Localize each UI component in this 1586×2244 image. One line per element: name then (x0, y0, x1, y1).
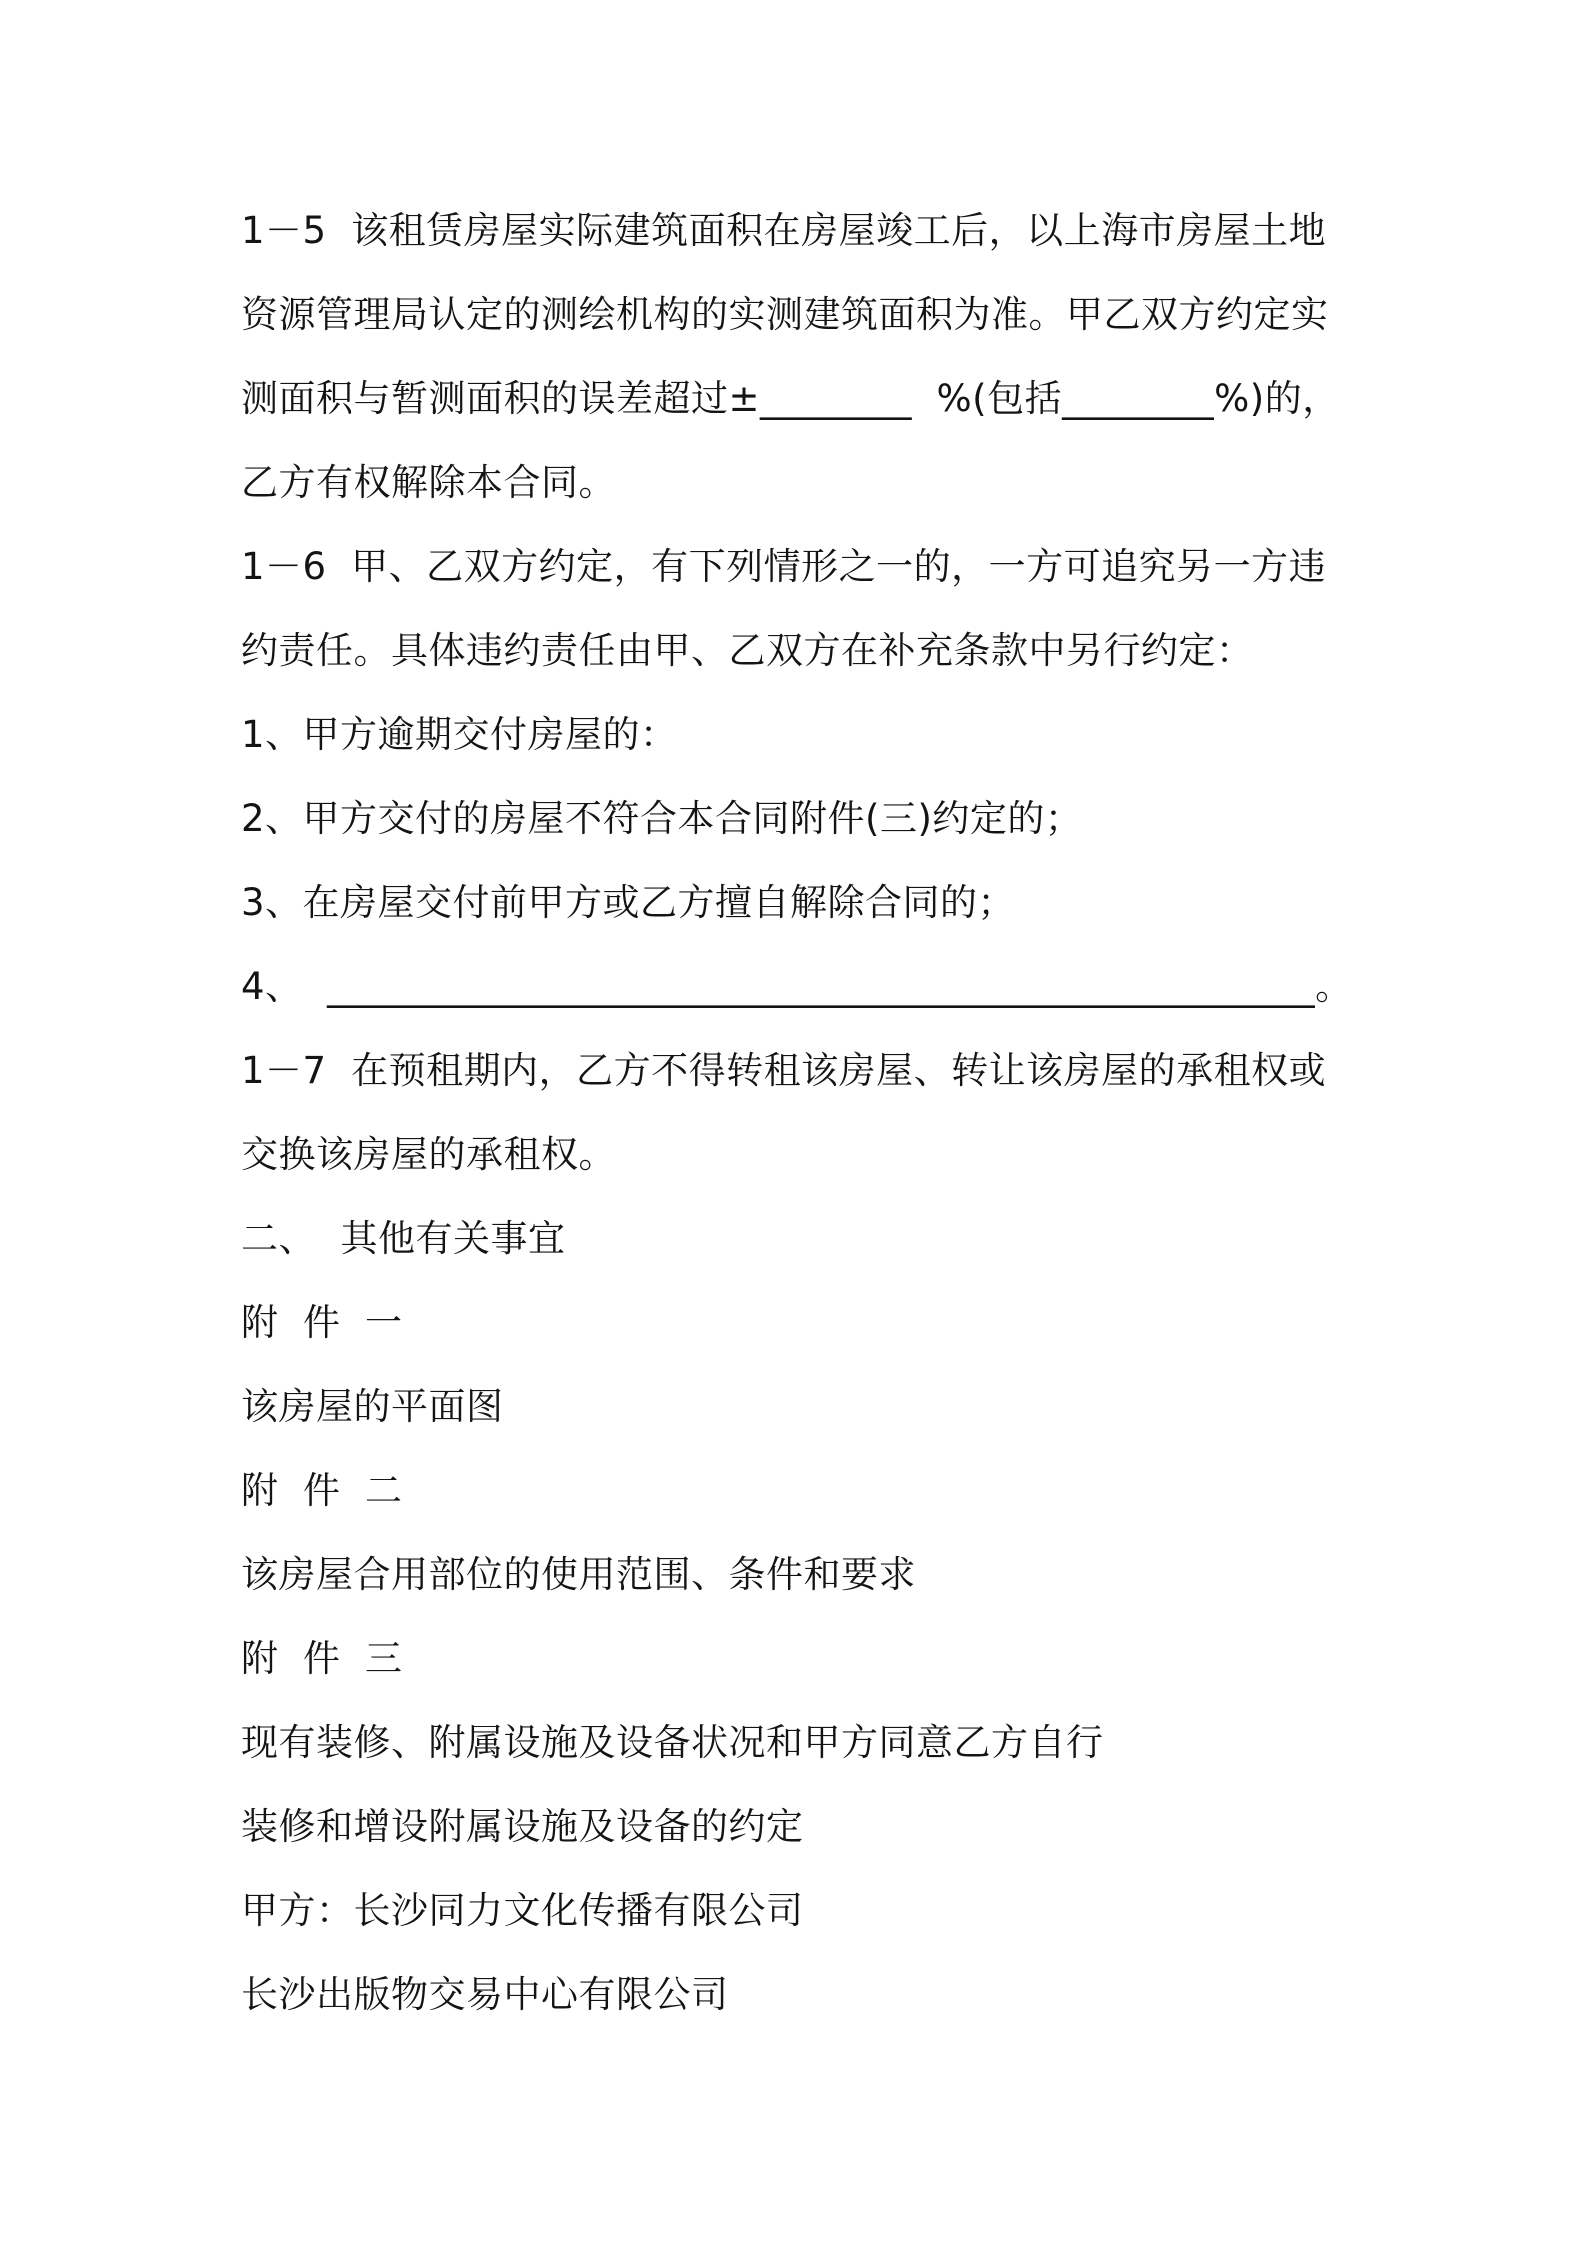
clause-1-6: 1－6 甲、乙双方约定，有下列情形之一的，一方可追究另一方违约责任。具体违约责任由甲、乙双方在补充条款中另行约定： (241, 545, 1327, 672)
annex-1-title: 附 件 一 (241, 1301, 403, 1344)
list-item-2: 2、甲方交付的房屋不符合本合同附件(三)约定的； (241, 797, 1083, 840)
list-item-4: 4、 ____________________________________________________。 (241, 965, 1353, 1008)
annex-3-description-line-2: 装修和增设附属设施及设备的约定 (241, 1805, 804, 1848)
list-item-1: 1、甲方逾期交付房屋的： (241, 713, 678, 756)
party-a-signature-line: 甲方：长沙同力文化传播有限公司 (241, 1889, 804, 1932)
annex-3-description-line-1: 现有装修、附属设施及设备状况和甲方同意乙方自行 (241, 1721, 1104, 1764)
annex-3-title: 附 件 三 (241, 1637, 403, 1680)
clause-1-7: 1－7 在预租期内，乙方不得转租该房屋、转让该房屋的承租权或交换该房屋的承租权。 (241, 1049, 1327, 1176)
annex-2-title: 附 件 二 (241, 1469, 403, 1512)
party-a-company-2: 长沙出版物交易中心有限公司 (241, 1973, 729, 2016)
list-item-3: 3、在房屋交付前甲方或乙方擅自解除合同的； (241, 881, 1016, 924)
annex-2-description: 该房屋合用部位的使用范围、条件和要求 (241, 1553, 916, 1596)
clause-1-5: 1－5 该租赁房屋实际建筑面积在房屋竣工后，以上海市房屋土地资源管理局认定的测绘机构的实测建筑面积为准。甲乙双方约定实测面积与暂测面积的误差超过±________ %(包括________%)的，乙方有权解除本合同。 (241, 209, 1340, 504)
document-body (241, 189, 1351, 2037)
annex-1-description: 该房屋的平面图 (241, 1385, 504, 1428)
section-heading-other-matters: 二、 其他有关事宜 (241, 1217, 566, 1260)
